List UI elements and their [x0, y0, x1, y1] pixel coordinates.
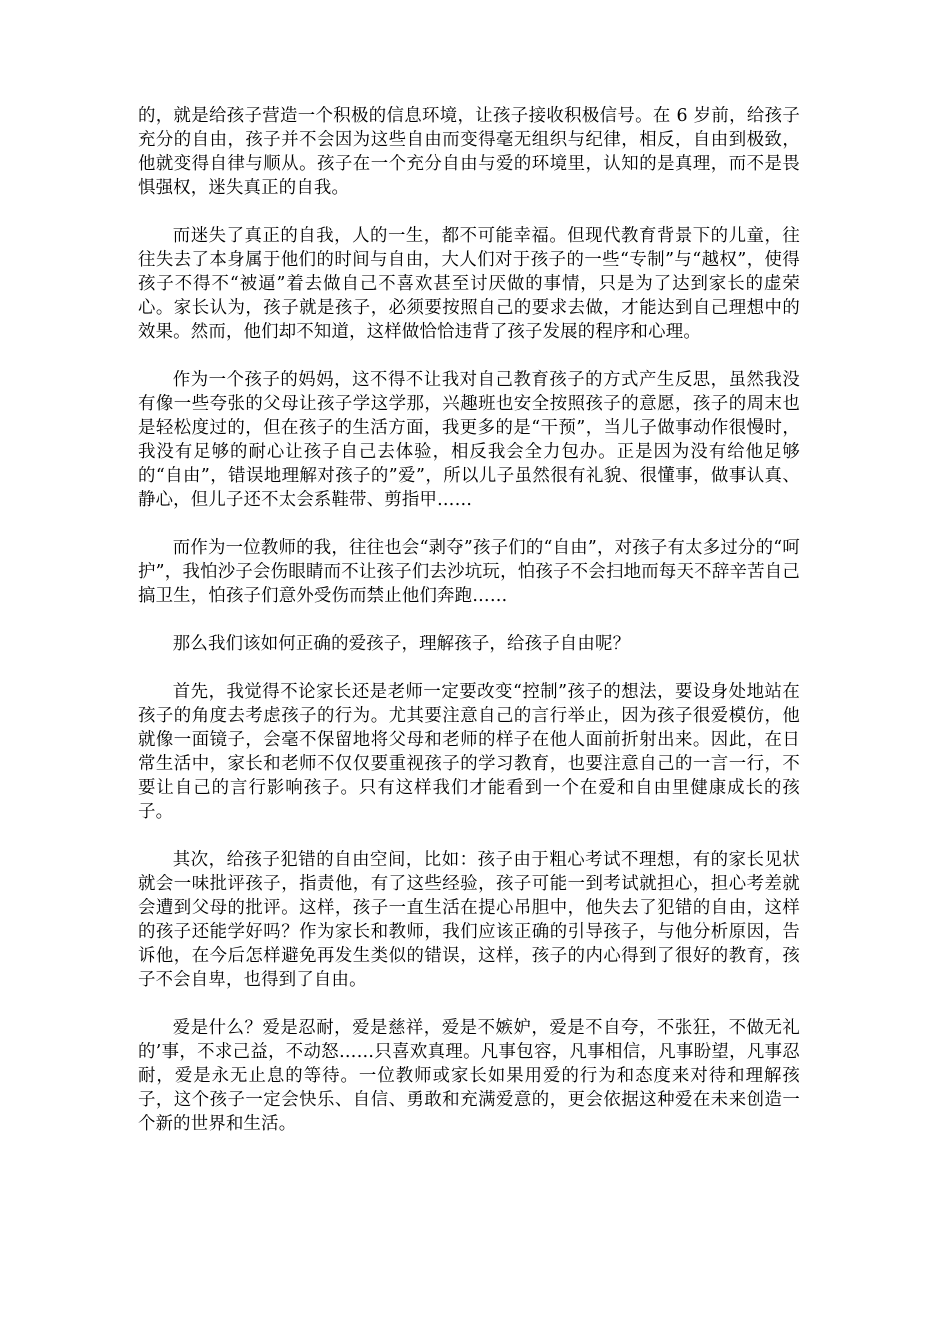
paragraph-6: 首先，我觉得不论家长还是老师一定要改变“控制”孩子的想法，要设身处地站在孩子的角度去考虑孩子的行为。尤其要注意自己的言行举止，因为孩子很爱模仿，他就像一面镜子，会毫不保留地将父母和老师的样子在他人面前折射出来。因此，在日常生活中，家长和老师不仅仅要重视孩子的学习教育，也要注意自己的一言一行，不要让自己的言行影响孩子。只有这样我们才能看到一个在爱和自由里健康成长的孩子。 — [138, 682, 800, 822]
paragraph-2: 而迷失了真正的自我，人的一生，都不可能幸福。但现代教育背景下的儿童，往往失去了本身属于他们的时间与自由，大人们对于孩子的一些“专制”与“越权”，使得孩子不得不“被逼”着去做自己不喜欢甚至讨厌做的事情，只是为了达到家长的虚荣心。家长认为，孩子就是孩子，必须要按照自己的要求去做，才能达到自己理想中的效果。然而，他们却不知道，这样做恰恰违背了孩子发展的程序和心理。 — [138, 226, 800, 342]
paragraph-8: 爱是什么？爱是忍耐，爱是慈祥，爱是不嫉妒，爱是不自夸，不张狂，不做无礼的’事，不求己益，不动怒……只喜欢真理。凡事包容，凡事相信，凡事盼望，凡事忍耐，爱是永无止息的等待。一位教师或家长如果用爱的行为和态度来对待和理解孩子，这个孩子一定会快乐、自信、勇敢和充满爱意的，更会依据这种爱在未来创造一个新的世界和生活。 — [138, 1018, 800, 1134]
paragraph-7: 其次，给孩子犯错的自由空间，比如：孩子由于粗心考试不理想，有的家长见状就会一味批评孩子，指责他，有了这些经验，孩子可能一到考试就担心，担心考差就会遭到父母的批评。这样，孩子一直生活在提心吊胆中，他失去了犯错的自由，这样的孩子还能学好吗？作为家长和教师，我们应该正确的引导孩子，与他分析原因，告诉他，在今后怎样避免再发生类似的错误，这样，孩子的内心得到了很好的教育，孩子不会自卑，也得到了自由。 — [138, 850, 800, 990]
paragraph-4: 而作为一位教师的我，往往也会“剥夺”孩子们的“自由”，对孩子有太多过分的“呵护”，我怕沙子会伤眼睛而不让孩子们去沙坑玩，怕孩子不会扫地而每天不辞辛苦自己搞卫生，怕孩子们意外受伤而禁止他们奔跑…… — [138, 538, 800, 606]
document-body — [138, 104, 800, 1160]
paragraph-1: 的，就是给孩子营造一个积极的信息环境，让孩子接收积极信号。在 6 岁前，给孩子充分的自由，孩子并不会因为这些自由而变得毫无组织与纪律，相反，自由到极致，他就变得自律与顺从。孩子在一个充分自由与爱的环境里，认知的是真理，而不是畏惧强权，迷失真正的自我。 — [138, 106, 800, 198]
paragraph-3: 作为一个孩子的妈妈，这不得不让我对自己教育孩子的方式产生反思，虽然我没有像一些夸张的父母让孩子学这学那，兴趣班也安全按照孩子的意愿，孩子的周末也是轻松度过的，但在孩子的生活方面，我更多的是“干预”，当儿子做事动作很慢时，我没有足够的耐心让孩子自己去体验，相反我会全力包办。正是因为没有给他足够的“自由”，错误地理解对孩子的”爱”，所以儿子虽然很有礼貌、很懂事，做事认真、静心，但儿子还不太会系鞋带、剪指甲…… — [138, 370, 800, 510]
paragraph-5: 那么我们该如何正确的爱孩子，理解孩子，给孩子自由呢？ — [172, 634, 631, 654]
